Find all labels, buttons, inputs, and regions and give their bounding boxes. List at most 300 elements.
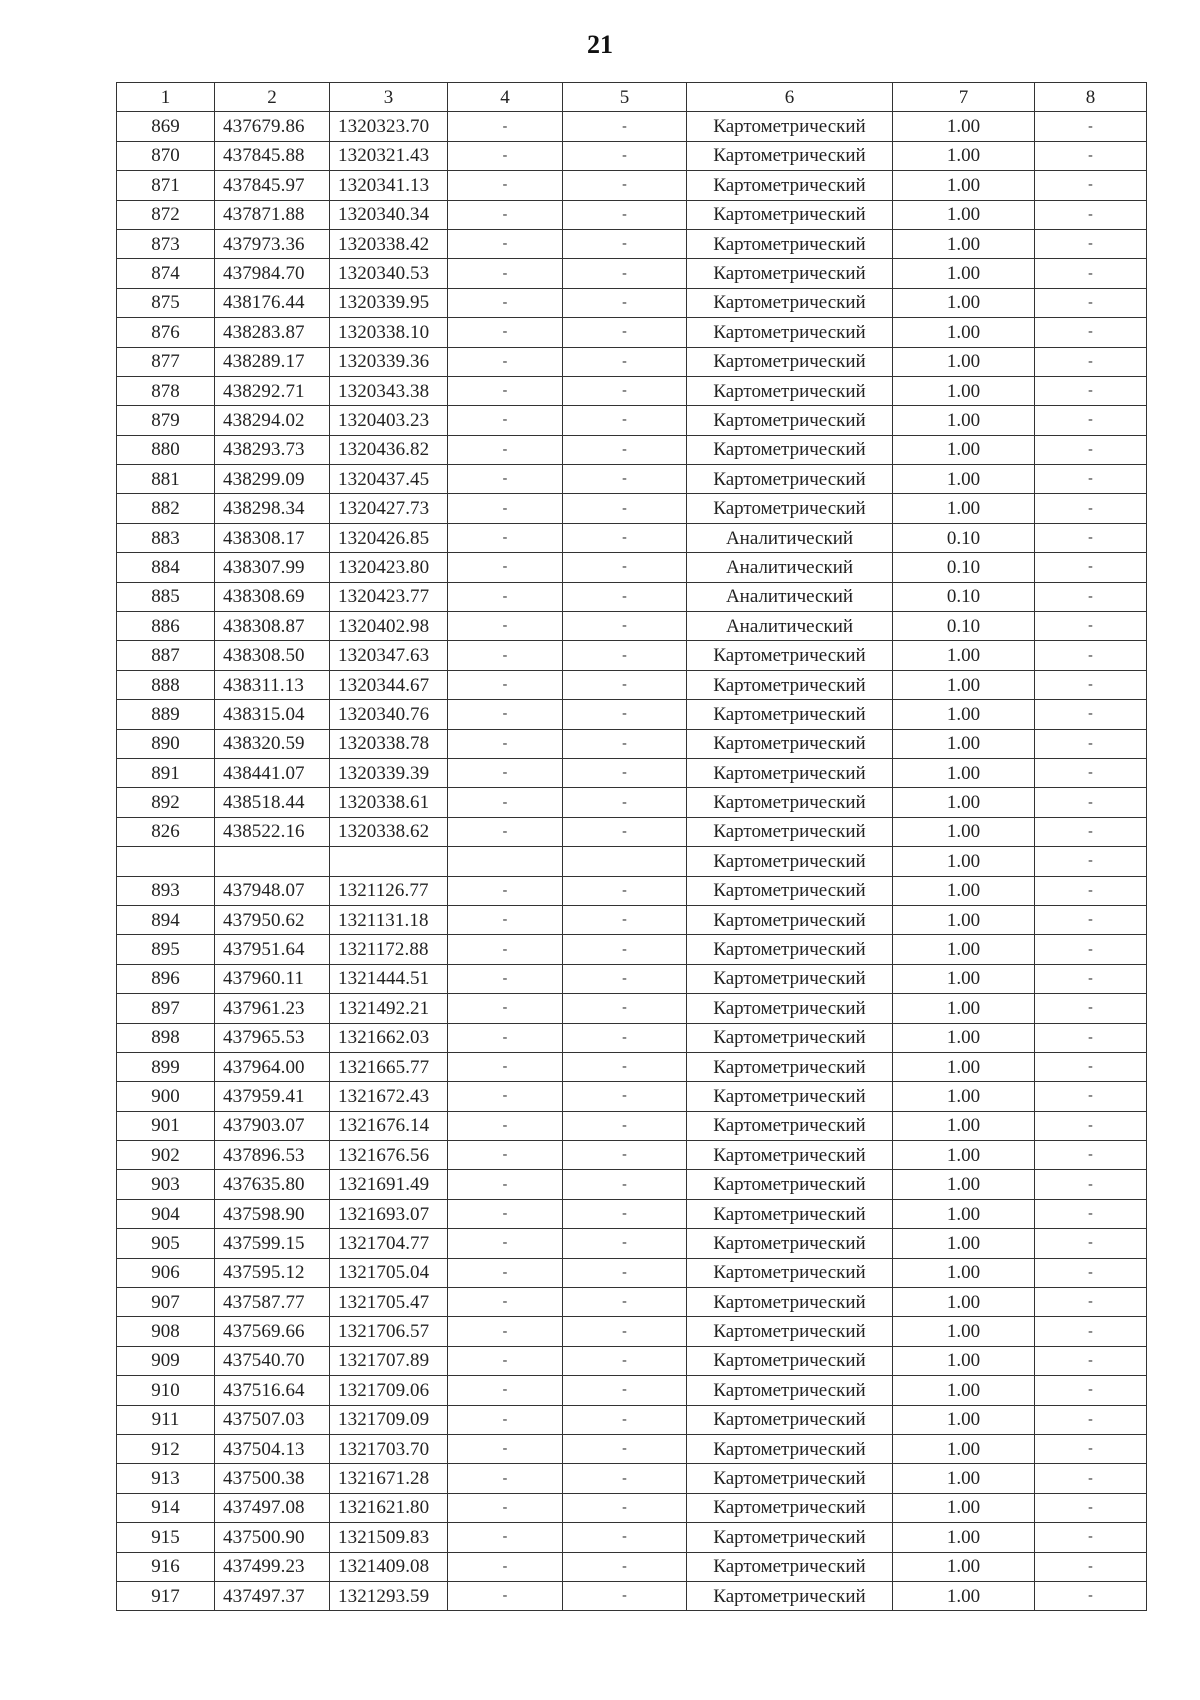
cell-col-8: - [1035, 259, 1147, 288]
cell-col-4: - [448, 465, 563, 494]
cell-method: Картометрический [687, 1258, 893, 1287]
cell-method: Картометрический [687, 847, 893, 876]
cell-col-5: - [563, 1288, 687, 1317]
cell-accuracy: 1.00 [893, 847, 1035, 876]
cell-y-coordinate: 1321691.49 [330, 1170, 448, 1199]
cell-accuracy: 1.00 [893, 876, 1035, 905]
cell-accuracy: 1.00 [893, 758, 1035, 787]
table-row [117, 788, 1147, 817]
cell-col-5: - [563, 641, 687, 670]
cell-method: Картометрический [687, 1111, 893, 1140]
cell-col-4: - [448, 318, 563, 347]
cell-x-coordinate: 437497.37 [215, 1581, 330, 1610]
table-row [117, 259, 1147, 288]
table-row [117, 288, 1147, 317]
cell-col-8: - [1035, 465, 1147, 494]
cell-point-number: 872 [117, 200, 215, 229]
cell-col-8: - [1035, 494, 1147, 523]
cell-x-coordinate: 438307.99 [215, 553, 330, 582]
cell-accuracy: 1.00 [893, 288, 1035, 317]
cell-col-8: - [1035, 1317, 1147, 1346]
cell-method: Картометрический [687, 171, 893, 200]
cell-col-4: - [448, 112, 563, 141]
table-header-row [117, 83, 1147, 112]
cell-x-coordinate: 437598.90 [215, 1199, 330, 1228]
cell-method: Картометрический [687, 1023, 893, 1052]
cell-col-4: - [448, 347, 563, 376]
cell-point-number: 880 [117, 435, 215, 464]
cell-point-number: 900 [117, 1082, 215, 1111]
cell-x-coordinate: 438176.44 [215, 288, 330, 317]
page-number: 21 [587, 30, 613, 59]
cell-col-5: - [563, 318, 687, 347]
cell-method: Картометрический [687, 1405, 893, 1434]
table-row [117, 905, 1147, 934]
cell-col-5: - [563, 229, 687, 258]
cell-col-8: - [1035, 1082, 1147, 1111]
cell-col-8: - [1035, 1111, 1147, 1140]
cell-accuracy: 1.00 [893, 935, 1035, 964]
table-row [117, 112, 1147, 141]
cell-col-4: - [448, 376, 563, 405]
cell-y-coordinate: 1321704.77 [330, 1229, 448, 1258]
cell-x-coordinate: 437961.23 [215, 994, 330, 1023]
coordinates-table [116, 82, 1147, 1611]
table-row [117, 1199, 1147, 1228]
cell-accuracy: 1.00 [893, 1317, 1035, 1346]
cell-col-8: - [1035, 435, 1147, 464]
table-row [117, 876, 1147, 905]
cell-col-4: - [448, 259, 563, 288]
cell-col-8: - [1035, 229, 1147, 258]
cell-y-coordinate: 1320403.23 [330, 406, 448, 435]
cell-accuracy: 1.00 [893, 259, 1035, 288]
cell-col-8: - [1035, 935, 1147, 964]
cell-y-coordinate: 1320344.67 [330, 670, 448, 699]
cell-col-4: - [448, 1111, 563, 1140]
cell-accuracy: 1.00 [893, 817, 1035, 846]
cell-col-8: - [1035, 876, 1147, 905]
cell-method: Картометрический [687, 1376, 893, 1405]
cell-x-coordinate: 437845.97 [215, 171, 330, 200]
cell-y-coordinate: 1321126.77 [330, 876, 448, 905]
cell-y-coordinate: 1321172.88 [330, 935, 448, 964]
table-row [117, 935, 1147, 964]
cell-col-8: - [1035, 1581, 1147, 1610]
cell-col-8: - [1035, 171, 1147, 200]
cell-method: Картометрический [687, 1229, 893, 1258]
cell-x-coordinate: 437500.90 [215, 1523, 330, 1552]
cell-col-4: - [448, 729, 563, 758]
table-row [117, 700, 1147, 729]
cell-col-8: - [1035, 1346, 1147, 1375]
cell-accuracy: 1.00 [893, 141, 1035, 170]
cell-y-coordinate: 1321707.89 [330, 1346, 448, 1375]
cell-y-coordinate: 1320343.38 [330, 376, 448, 405]
cell-col-8: - [1035, 1258, 1147, 1287]
cell-point-number: 914 [117, 1493, 215, 1522]
cell-y-coordinate: 1320347.63 [330, 641, 448, 670]
cell-col-4: - [448, 1288, 563, 1317]
table-row [117, 1493, 1147, 1522]
cell-col-5: - [563, 288, 687, 317]
cell-accuracy: 1.00 [893, 229, 1035, 258]
cell-col-5: - [563, 1523, 687, 1552]
cell-col-4: - [448, 1229, 563, 1258]
cell-method: Картометрический [687, 1317, 893, 1346]
cell-col-5: - [563, 1229, 687, 1258]
column-header-7: 7 [893, 83, 1035, 112]
cell-col-8: - [1035, 1464, 1147, 1493]
cell-col-5: - [563, 1317, 687, 1346]
cell-col-5: - [563, 1023, 687, 1052]
cell-col-5 [563, 847, 687, 876]
table-row [117, 1376, 1147, 1405]
cell-col-5: - [563, 553, 687, 582]
cell-col-8: - [1035, 1229, 1147, 1258]
cell-col-4: - [448, 905, 563, 934]
cell-point-number: 901 [117, 1111, 215, 1140]
cell-method: Картометрический [687, 1346, 893, 1375]
cell-col-8: - [1035, 641, 1147, 670]
cell-point-number: 886 [117, 612, 215, 641]
cell-x-coordinate: 437587.77 [215, 1288, 330, 1317]
cell-accuracy: 1.00 [893, 1229, 1035, 1258]
cell-method: Картометрический [687, 964, 893, 993]
cell-method: Картометрический [687, 141, 893, 170]
cell-col-5: - [563, 1170, 687, 1199]
cell-x-coordinate: 437984.70 [215, 259, 330, 288]
cell-col-5: - [563, 347, 687, 376]
cell-y-coordinate: 1320339.39 [330, 758, 448, 787]
cell-x-coordinate: 438298.34 [215, 494, 330, 523]
cell-point-number: 873 [117, 229, 215, 258]
cell-col-8: - [1035, 1405, 1147, 1434]
cell-x-coordinate: 437516.64 [215, 1376, 330, 1405]
cell-col-5: - [563, 1258, 687, 1287]
cell-col-8: - [1035, 318, 1147, 347]
cell-point-number: 895 [117, 935, 215, 964]
cell-col-5: - [563, 700, 687, 729]
cell-method: Картометрический [687, 1141, 893, 1170]
cell-method: Картометрический [687, 994, 893, 1023]
cell-point-number: 878 [117, 376, 215, 405]
table-row [117, 1317, 1147, 1346]
table-row [117, 994, 1147, 1023]
cell-x-coordinate: 437964.00 [215, 1052, 330, 1081]
cell-col-4: - [448, 612, 563, 641]
cell-accuracy: 1.00 [893, 171, 1035, 200]
cell-method: Картометрический [687, 876, 893, 905]
cell-col-4: - [448, 817, 563, 846]
cell-col-4: - [448, 200, 563, 229]
cell-col-4: - [448, 1052, 563, 1081]
cell-accuracy: 0.10 [893, 553, 1035, 582]
cell-accuracy: 1.00 [893, 1288, 1035, 1317]
cell-method: Картометрический [687, 817, 893, 846]
cell-col-4: - [448, 670, 563, 699]
table-row [117, 229, 1147, 258]
cell-col-5: - [563, 376, 687, 405]
cell-x-coordinate: 437965.53 [215, 1023, 330, 1052]
cell-col-5: - [563, 465, 687, 494]
cell-col-4: - [448, 406, 563, 435]
cell-accuracy: 1.00 [893, 1552, 1035, 1581]
cell-col-4: - [448, 1552, 563, 1581]
cell-col-8: - [1035, 523, 1147, 552]
cell-col-5: - [563, 494, 687, 523]
cell-x-coordinate: 437635.80 [215, 1170, 330, 1199]
cell-method: Аналитический [687, 612, 893, 641]
cell-col-5: - [563, 788, 687, 817]
cell-x-coordinate: 437504.13 [215, 1434, 330, 1463]
cell-x-coordinate: 437679.86 [215, 112, 330, 141]
cell-col-8: - [1035, 141, 1147, 170]
cell-x-coordinate: 437948.07 [215, 876, 330, 905]
cell-point-number: 870 [117, 141, 215, 170]
cell-x-coordinate: 437903.07 [215, 1111, 330, 1140]
cell-col-4: - [448, 700, 563, 729]
cell-col-4: - [448, 1493, 563, 1522]
cell-col-5: - [563, 1199, 687, 1228]
table-row [117, 670, 1147, 699]
cell-y-coordinate: 1321444.51 [330, 964, 448, 993]
cell-col-4: - [448, 788, 563, 817]
table-row [117, 847, 1147, 876]
cell-col-8: - [1035, 347, 1147, 376]
cell-method: Картометрический [687, 229, 893, 258]
cell-point-number: 896 [117, 964, 215, 993]
cell-accuracy: 1.00 [893, 1346, 1035, 1375]
cell-point-number: 888 [117, 670, 215, 699]
cell-col-8: - [1035, 1141, 1147, 1170]
cell-accuracy: 1.00 [893, 1258, 1035, 1287]
cell-accuracy: 1.00 [893, 964, 1035, 993]
cell-point-number: 891 [117, 758, 215, 787]
cell-col-8: - [1035, 817, 1147, 846]
cell-y-coordinate: 1320427.73 [330, 494, 448, 523]
cell-method: Аналитический [687, 582, 893, 611]
cell-col-8: - [1035, 729, 1147, 758]
cell-col-5: - [563, 200, 687, 229]
cell-x-coordinate: 438518.44 [215, 788, 330, 817]
cell-x-coordinate: 437951.64 [215, 935, 330, 964]
cell-accuracy: 0.10 [893, 612, 1035, 641]
cell-x-coordinate: 437507.03 [215, 1405, 330, 1434]
cell-col-4: - [448, 1581, 563, 1610]
cell-point-number: 915 [117, 1523, 215, 1552]
cell-point-number: 905 [117, 1229, 215, 1258]
cell-col-5: - [563, 112, 687, 141]
cell-accuracy: 1.00 [893, 641, 1035, 670]
table-row [117, 1052, 1147, 1081]
cell-accuracy: 1.00 [893, 1111, 1035, 1140]
cell-y-coordinate: 1320436.82 [330, 435, 448, 464]
column-header-3: 3 [330, 83, 448, 112]
cell-x-coordinate: 438308.50 [215, 641, 330, 670]
cell-col-4: - [448, 876, 563, 905]
cell-col-4: - [448, 1434, 563, 1463]
cell-col-5: - [563, 935, 687, 964]
cell-method: Картометрический [687, 1082, 893, 1111]
cell-col-4: - [448, 1376, 563, 1405]
cell-x-coordinate: 438294.02 [215, 406, 330, 435]
cell-col-5: - [563, 1493, 687, 1522]
cell-y-coordinate [330, 847, 448, 876]
column-header-8: 8 [1035, 83, 1147, 112]
cell-x-coordinate: 437540.70 [215, 1346, 330, 1375]
cell-accuracy: 1.00 [893, 700, 1035, 729]
cell-col-4: - [448, 171, 563, 200]
cell-accuracy: 1.00 [893, 1523, 1035, 1552]
cell-accuracy: 1.00 [893, 347, 1035, 376]
table-row [117, 582, 1147, 611]
cell-method: Картометрический [687, 259, 893, 288]
table-row [117, 1170, 1147, 1199]
cell-point-number: 882 [117, 494, 215, 523]
cell-method: Картометрический [687, 347, 893, 376]
cell-col-8: - [1035, 1434, 1147, 1463]
cell-y-coordinate: 1321665.77 [330, 1052, 448, 1081]
table-row [117, 465, 1147, 494]
cell-y-coordinate: 1321672.43 [330, 1082, 448, 1111]
cell-col-8: - [1035, 1170, 1147, 1199]
cell-point-number: 916 [117, 1552, 215, 1581]
table-row [117, 406, 1147, 435]
table-row [117, 1111, 1147, 1140]
cell-col-4: - [448, 229, 563, 258]
cell-accuracy: 1.00 [893, 1493, 1035, 1522]
table-row [117, 817, 1147, 846]
cell-accuracy: 1.00 [893, 200, 1035, 229]
cell-y-coordinate: 1321676.56 [330, 1141, 448, 1170]
cell-col-4: - [448, 1258, 563, 1287]
cell-point-number: 881 [117, 465, 215, 494]
cell-y-coordinate: 1320340.76 [330, 700, 448, 729]
cell-col-5: - [563, 905, 687, 934]
cell-point-number: 904 [117, 1199, 215, 1228]
cell-accuracy: 0.10 [893, 582, 1035, 611]
cell-point-number: 902 [117, 1141, 215, 1170]
cell-col-4: - [448, 641, 563, 670]
cell-y-coordinate: 1321705.04 [330, 1258, 448, 1287]
cell-col-5: - [563, 259, 687, 288]
cell-point-number: 913 [117, 1464, 215, 1493]
cell-accuracy: 1.00 [893, 670, 1035, 699]
cell-method: Картометрический [687, 318, 893, 347]
cell-col-4: - [448, 435, 563, 464]
cell-x-coordinate: 437950.62 [215, 905, 330, 934]
cell-y-coordinate: 1320338.10 [330, 318, 448, 347]
cell-y-coordinate: 1321706.57 [330, 1317, 448, 1346]
cell-col-4: - [448, 288, 563, 317]
cell-method: Картометрический [687, 788, 893, 817]
cell-point-number: 887 [117, 641, 215, 670]
cell-x-coordinate: 437896.53 [215, 1141, 330, 1170]
cell-accuracy: 1.00 [893, 1464, 1035, 1493]
cell-col-8: - [1035, 612, 1147, 641]
cell-accuracy: 1.00 [893, 1199, 1035, 1228]
cell-x-coordinate: 438522.16 [215, 817, 330, 846]
cell-y-coordinate: 1320402.98 [330, 612, 448, 641]
table-row [117, 1346, 1147, 1375]
table-row [117, 612, 1147, 641]
cell-point-number: 893 [117, 876, 215, 905]
cell-method: Картометрический [687, 729, 893, 758]
cell-method: Картометрический [687, 758, 893, 787]
cell-x-coordinate: 437959.41 [215, 1082, 330, 1111]
cell-point-number: 910 [117, 1376, 215, 1405]
cell-col-5: - [563, 817, 687, 846]
cell-method: Картометрический [687, 200, 893, 229]
table-row [117, 494, 1147, 523]
cell-x-coordinate: 438308.87 [215, 612, 330, 641]
cell-accuracy: 0.10 [893, 523, 1035, 552]
cell-col-5: - [563, 1376, 687, 1405]
cell-y-coordinate: 1320437.45 [330, 465, 448, 494]
cell-col-4: - [448, 1346, 563, 1375]
column-header-5: 5 [563, 83, 687, 112]
cell-x-coordinate: 438320.59 [215, 729, 330, 758]
cell-col-4: - [448, 964, 563, 993]
cell-method: Картометрический [687, 1493, 893, 1522]
cell-y-coordinate: 1320323.70 [330, 112, 448, 141]
cell-col-8: - [1035, 700, 1147, 729]
cell-y-coordinate: 1320423.77 [330, 582, 448, 611]
cell-col-4: - [448, 935, 563, 964]
table-row [117, 641, 1147, 670]
cell-method: Картометрический [687, 905, 893, 934]
cell-x-coordinate: 438283.87 [215, 318, 330, 347]
cell-method: Картометрический [687, 670, 893, 699]
cell-point-number: 889 [117, 700, 215, 729]
cell-point-number: 826 [117, 817, 215, 846]
cell-method: Картометрический [687, 494, 893, 523]
cell-y-coordinate: 1321671.28 [330, 1464, 448, 1493]
cell-col-8: - [1035, 1288, 1147, 1317]
cell-point-number: 912 [117, 1434, 215, 1463]
cell-method: Картометрический [687, 935, 893, 964]
cell-method: Картометрический [687, 1170, 893, 1199]
table-row [117, 1023, 1147, 1052]
cell-col-5: - [563, 406, 687, 435]
table-row [117, 1288, 1147, 1317]
table-row [117, 1523, 1147, 1552]
cell-point-number: 892 [117, 788, 215, 817]
cell-accuracy: 1.00 [893, 905, 1035, 934]
cell-y-coordinate: 1321662.03 [330, 1023, 448, 1052]
column-header-4: 4 [448, 83, 563, 112]
cell-point-number: 874 [117, 259, 215, 288]
cell-col-5: - [563, 141, 687, 170]
cell-point-number [117, 847, 215, 876]
cell-accuracy: 1.00 [893, 994, 1035, 1023]
cell-col-4: - [448, 1141, 563, 1170]
cell-col-8: - [1035, 376, 1147, 405]
cell-method: Картометрический [687, 1434, 893, 1463]
cell-accuracy: 1.00 [893, 1376, 1035, 1405]
cell-method: Картометрический [687, 700, 893, 729]
cell-y-coordinate: 1321409.08 [330, 1552, 448, 1581]
cell-y-coordinate: 1320341.13 [330, 171, 448, 200]
cell-col-8: - [1035, 1523, 1147, 1552]
cell-method: Картометрический [687, 406, 893, 435]
cell-y-coordinate: 1320338.62 [330, 817, 448, 846]
cell-col-4: - [448, 994, 563, 1023]
cell-col-8: - [1035, 288, 1147, 317]
cell-point-number: 908 [117, 1317, 215, 1346]
cell-method: Картометрический [687, 465, 893, 494]
